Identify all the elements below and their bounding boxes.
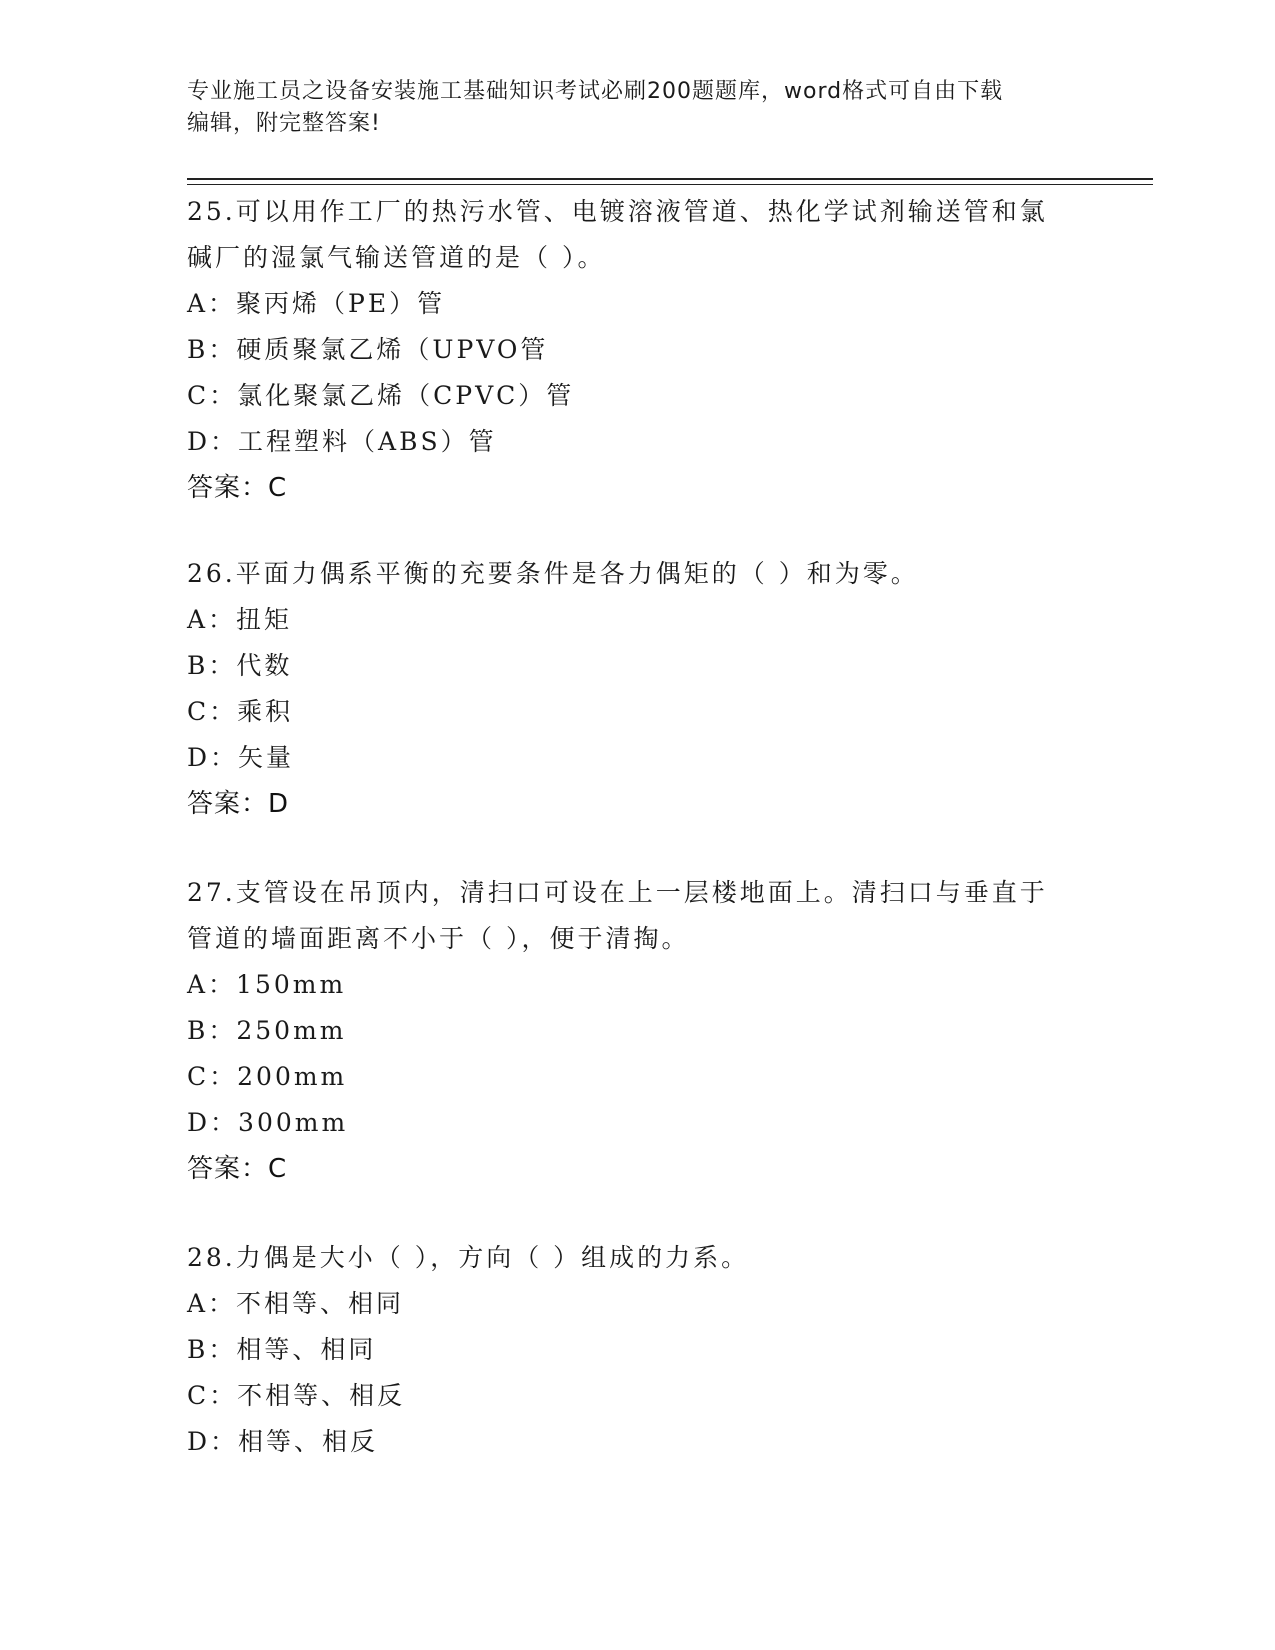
answer-label: 答案：C (187, 473, 288, 503)
option-b: B：代数 (187, 651, 293, 680)
option-a: A：不相等、相同 (187, 1289, 405, 1318)
option-b: B：硬质聚氯乙烯（UPVO管 (187, 335, 549, 364)
question-text (187, 870, 1087, 962)
document-header (187, 76, 1067, 140)
question-25 (187, 189, 1087, 511)
header-divider-thick (187, 178, 1153, 180)
question-line: 28.力偶是大小（ ），方向（ ）组成的力系。 (187, 1243, 750, 1272)
option-b: B：250mm (187, 1016, 347, 1045)
option-a: A：扭矩 (187, 605, 293, 634)
option-c: C：不相等、相反 (187, 1381, 406, 1410)
answer-label: 答案：C (187, 1154, 288, 1184)
header-divider-thin (187, 184, 1153, 185)
question-28 (187, 1235, 1087, 1465)
question-text (187, 1235, 1087, 1281)
question-line: 27.支管设在吊顶内，清扫口可设在上一层楼地面上。清扫口与垂直于 (187, 878, 1048, 907)
option-d: D：矢量 (187, 743, 295, 772)
question-text (187, 189, 1087, 281)
question-line: 25.可以用作工厂的热污水管、电镀溶液管道、热化学试剂输送管和氯 (187, 197, 1048, 226)
header-line: 专业施工员之设备安装施工基础知识考试必刷200题题库，word格式可自由下载 (187, 79, 1004, 104)
question-27 (187, 870, 1087, 1192)
option-d: D：工程塑料（ABS）管 (187, 427, 497, 456)
header-line: 编辑，附完整答案! (187, 111, 381, 136)
option-b: B：相等、相同 (187, 1335, 377, 1364)
question-line: 碱厂的湿氯气输送管道的是（ ）。 (187, 243, 606, 272)
question-text (187, 551, 1087, 597)
option-d: D：相等、相反 (187, 1427, 379, 1456)
option-c: C：氯化聚氯乙烯（CPVC）管 (187, 381, 575, 410)
option-a: A：聚丙烯（PE）管 (187, 289, 446, 318)
answer-label: 答案：D (187, 789, 290, 819)
question-line: 26.平面力偶系平衡的充要条件是各力偶矩的（ ）和为零。 (187, 559, 919, 588)
question-26 (187, 551, 1087, 827)
option-c: C：乘积 (187, 697, 294, 726)
option-c: C：200mm (187, 1062, 348, 1091)
option-d: D：300mm (187, 1108, 349, 1137)
question-line: 管道的墙面距离不小于（ ），便于清掏。 (187, 924, 690, 953)
option-a: A：150mm (187, 970, 347, 999)
